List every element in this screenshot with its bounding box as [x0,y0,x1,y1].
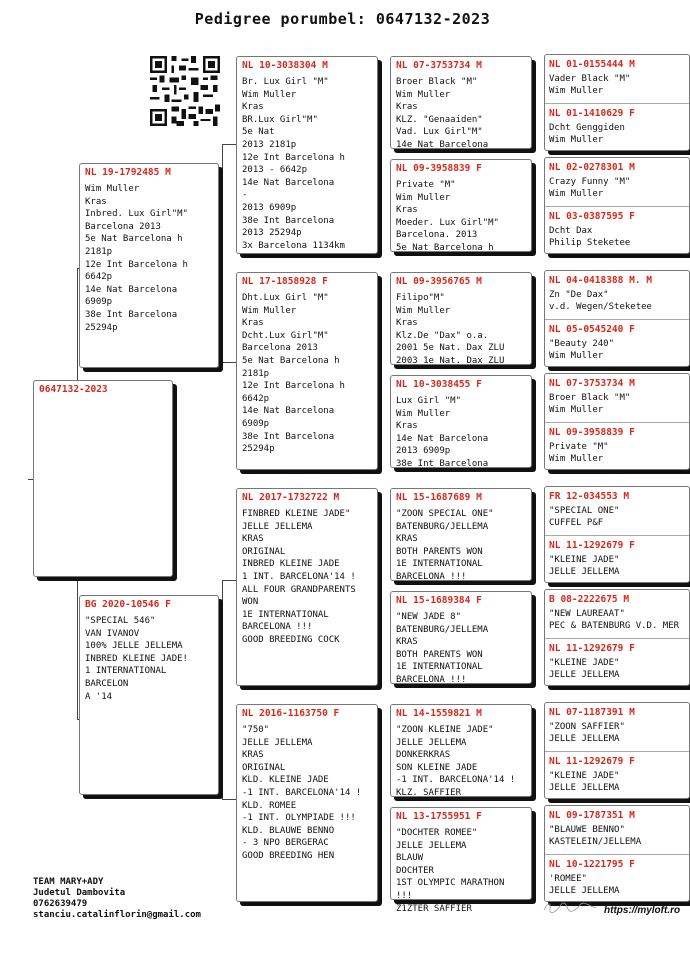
great-grandparent-card [390,488,532,581]
pigeon-info: Crazy Funny "M" Wim Muller [549,177,631,199]
pigeon-info: Private "M" Wim Muller Kras Moeder. Lux Girl"M" Barcelona. 2013 5e Nat Barcelona h [396,180,499,253]
qr-code-icon [150,56,220,126]
pigeon-info: FINBRED KLEINE JADE" JELLE JELLEMA KRAS ORIGINAL INBRED KLEINE JADE 1 INT. BARCELONA'14 ! ALL FOUR GRANDPARENTS WON 1E INTERNATIONAL BARCELONA !!! GOOD BREEDING COCK [242,509,356,645]
pigeon-info: "ZOON KLEINE JADE" JELLE JELLEMA DONKERKRAS SON KLEINE JADE -1 INT. BARCELONA'14 ! KLZ. SAFFIER [396,725,516,798]
gen4-pair-card [544,589,690,686]
gen4-pair-card [544,157,690,254]
email-link[interactable]: stanciu.catalinflorin@gmail.com [33,910,201,920]
great-grandparent-card [390,56,532,149]
ring-number: NL 03-0387595 F [549,210,635,222]
county: Judetul Dambovita [33,888,126,898]
pigeon-info: Vader Black "M" Wim Muller [549,74,631,96]
gen4-pair-card [544,805,690,902]
pigeon-info: Dht.Lux Girl "M" Wim Muller Kras Dcht.Lux Girl"M" Barcelona 2013 5e Nat Barcelona h 2181p 12e Int Barcelona h 6642p 14e Nat Barcelona 6909p 38e Int Barcelona 25294p [242,293,345,455]
ring-number: NL 02-0278301 M [549,162,635,173]
page-title: Pedigree porumbel: 0647132-2023 [194,10,491,28]
pigeon-info: "Beauty 240" Wim Muller [549,338,615,361]
subject-ring: 0647132-2023 [39,384,108,395]
pigeon-info: "NEW LAUREAAT" PEC & BATENBURG V.D. MER [549,609,680,631]
ring-number: NL 13-1755951 F [396,811,482,822]
pigeon-info: "KLEINE JADE" JELLE JELLEMA [549,657,620,680]
grandparent-card [236,488,378,686]
ring-number: NL 2016-1163750 F [242,708,340,719]
ring-number: NL 09-3958839 F [549,426,635,438]
ring-number: NL 07-3753734 M [549,378,635,389]
gen4-pair-card [544,54,690,151]
dam-card [79,595,219,795]
pigeon-info: Private "M" Wim Muller [549,441,609,464]
subject-card [33,380,173,577]
ring-number: NL 05-0545240 F [549,323,635,335]
pigeon-info: Broer Black "M" Wim Muller Kras KLZ. "Genaaiden" Vad. Lux Girl"M" 14e Nat Barcelona [396,77,489,150]
pigeon-info: "NEW JADE 8" BATENBURG/JELLEMA KRAS BOTH PARENTS WON 1E INTERNATIONAL BARCELONA !!! [396,612,489,685]
pigeon-info: Dcht Genggiden Wim Muller [549,122,625,145]
ring-number: NL 07-3753734 M [396,60,482,71]
grandparent-card [236,56,378,254]
ring-number: NL 17-1858928 F [242,276,328,287]
great-grandparent-card [390,272,532,365]
pigeon-info: "KLEINE JADE" JELLE JELLEMA [549,554,620,577]
signature-icon [542,900,598,914]
gen4-pair-card [544,702,690,799]
owner-contact [33,877,201,921]
ring-number: NL 15-1687689 M [396,492,482,503]
ring-number: BG 2020-10546 F [85,599,171,610]
ring-number: NL 07-1187391 M [549,707,635,718]
ring-number: NL 2017-1732722 M [242,492,340,503]
pigeon-info: Filipo"M" Wim Muller Kras Klz.De "Dax" o.a. 2001 5e Nat. Dax ZLU 2003 1e Nat. Dax ZLU [396,293,505,366]
team-name: TEAM MARY+ADY [33,877,104,887]
pigeon-info: "750" JELLE JELLEMA KRAS ORIGINAL KLD. KLEINE JADE -1 INT. BARCELONA'14 ! KLD. ROMEE -1 INT. OLYMPIADE !!! KLD. BLAUWE BENNO - 3 NPO BERGERAC GOOD BREEDING HEN [242,725,362,861]
pigeon-info: "SPECIAL 546" VAN IVANOV 100% JELLE JELLEMA INBRED KLEINE JADE! 1 INTERNATIONAL BARCELON A '14 [85,616,188,702]
ring-number: NL 10-1221795 F [549,858,635,870]
pigeon-info: 'ROMEE" JELLE JELLEMA [549,873,620,896]
pigeon-info: Br. Lux Girl "M" Wim Muller Kras BR.Lux Girl"M" 5e Nat 2013 2181p 12e Int Barcelona h 2013 - 6642p 14e Nat Barcelona - 2013 6909p 38e Int Barcelona 2013 25294p 3x Barcelona 1134km [242,77,345,251]
great-grandparent-card [390,807,532,914]
ring-number: NL 01-1410629 F [549,107,635,119]
great-grandparent-card [390,591,532,684]
ring-number: NL 11-1292679 F [549,642,635,654]
ring-number: NL 09-3956765 M [396,276,482,287]
pigeon-info: Broer Black "M" Wim Muller [549,393,631,415]
ring-number: NL 01-0155444 M [549,59,635,70]
website-link[interactable]: https://myloft.ro [604,905,681,916]
pigeon-info: "DOCHTER ROMEE" JELLE JELLEMA BLAUW DOCHTER 1ST OLYMPIC MARATHON !!! Z1ZTER SAFFIER [396,828,505,914]
grandparent-card [236,704,378,902]
sire-card [79,163,219,368]
grandparent-card [236,272,378,470]
ring-number: NL 15-1689384 F [396,595,482,606]
gen4-pair-card [544,486,690,583]
ring-number: NL 11-1292679 F [549,755,635,767]
pigeon-info: "ZOON SPECIAL ONE" BATENBURG/JELLEMA KRAS BOTH PARENTS WON 1E INTERNATIONAL BARCELONA !!! [396,509,494,582]
pigeon-info: "KLEINE JADE" JELLE JELLEMA [549,770,620,793]
pigeon-info: Lux Girl "M" Wim Muller Kras 14e Nat Barcelona 2013 6909p 38e Int Barcelona [396,396,489,469]
pigeon-info: "ZOON SAFFIER" JELLE JELLEMA [549,722,625,744]
ring-number: NL 04-0418388 M. M [549,275,652,286]
ring-number: NL 09-1787351 M [549,810,635,821]
ring-number: B 08-2222675 M [549,594,630,605]
ring-number: NL 11-1292679 F [549,539,635,551]
phone-number: 0762639479 [33,899,88,909]
ring-number: NL 14-1559821 M [396,708,482,719]
pigeon-info: Dcht Dax Philip Steketee [549,225,631,248]
pigeon-info: "SPECIAL ONE" CUFFEL P&F [549,506,620,528]
gen4-pair-card [544,373,690,470]
ring-number: NL 10-3038455 F [396,379,482,390]
ring-number: FR 12-034553 M [549,491,630,502]
ring-number: NL 19-1792485 M [85,167,171,178]
great-grandparent-card [390,375,532,468]
great-grandparent-card [390,159,532,252]
ring-number: NL 09-3958839 F [396,163,482,174]
great-grandparent-card [390,704,532,797]
ring-number: NL 10-3038304 M [242,60,328,71]
gen4-pair-card [544,270,690,367]
pigeon-info: "BLAUWE BENNO" KASTELEIN/JELLEMA [549,825,642,847]
pigeon-info: Zn "De Dax" v.d. Wegen/Steketee [549,290,652,312]
pigeon-info: Wim Muller Kras Inbred. Lux Girl"M" Barcelona 2013 5e Nat Barcelona h 2181p 12e Int Barcelona h 6642p 14e Nat Barcelona 6909p 38e Int Barcelona 25294p [85,184,188,333]
